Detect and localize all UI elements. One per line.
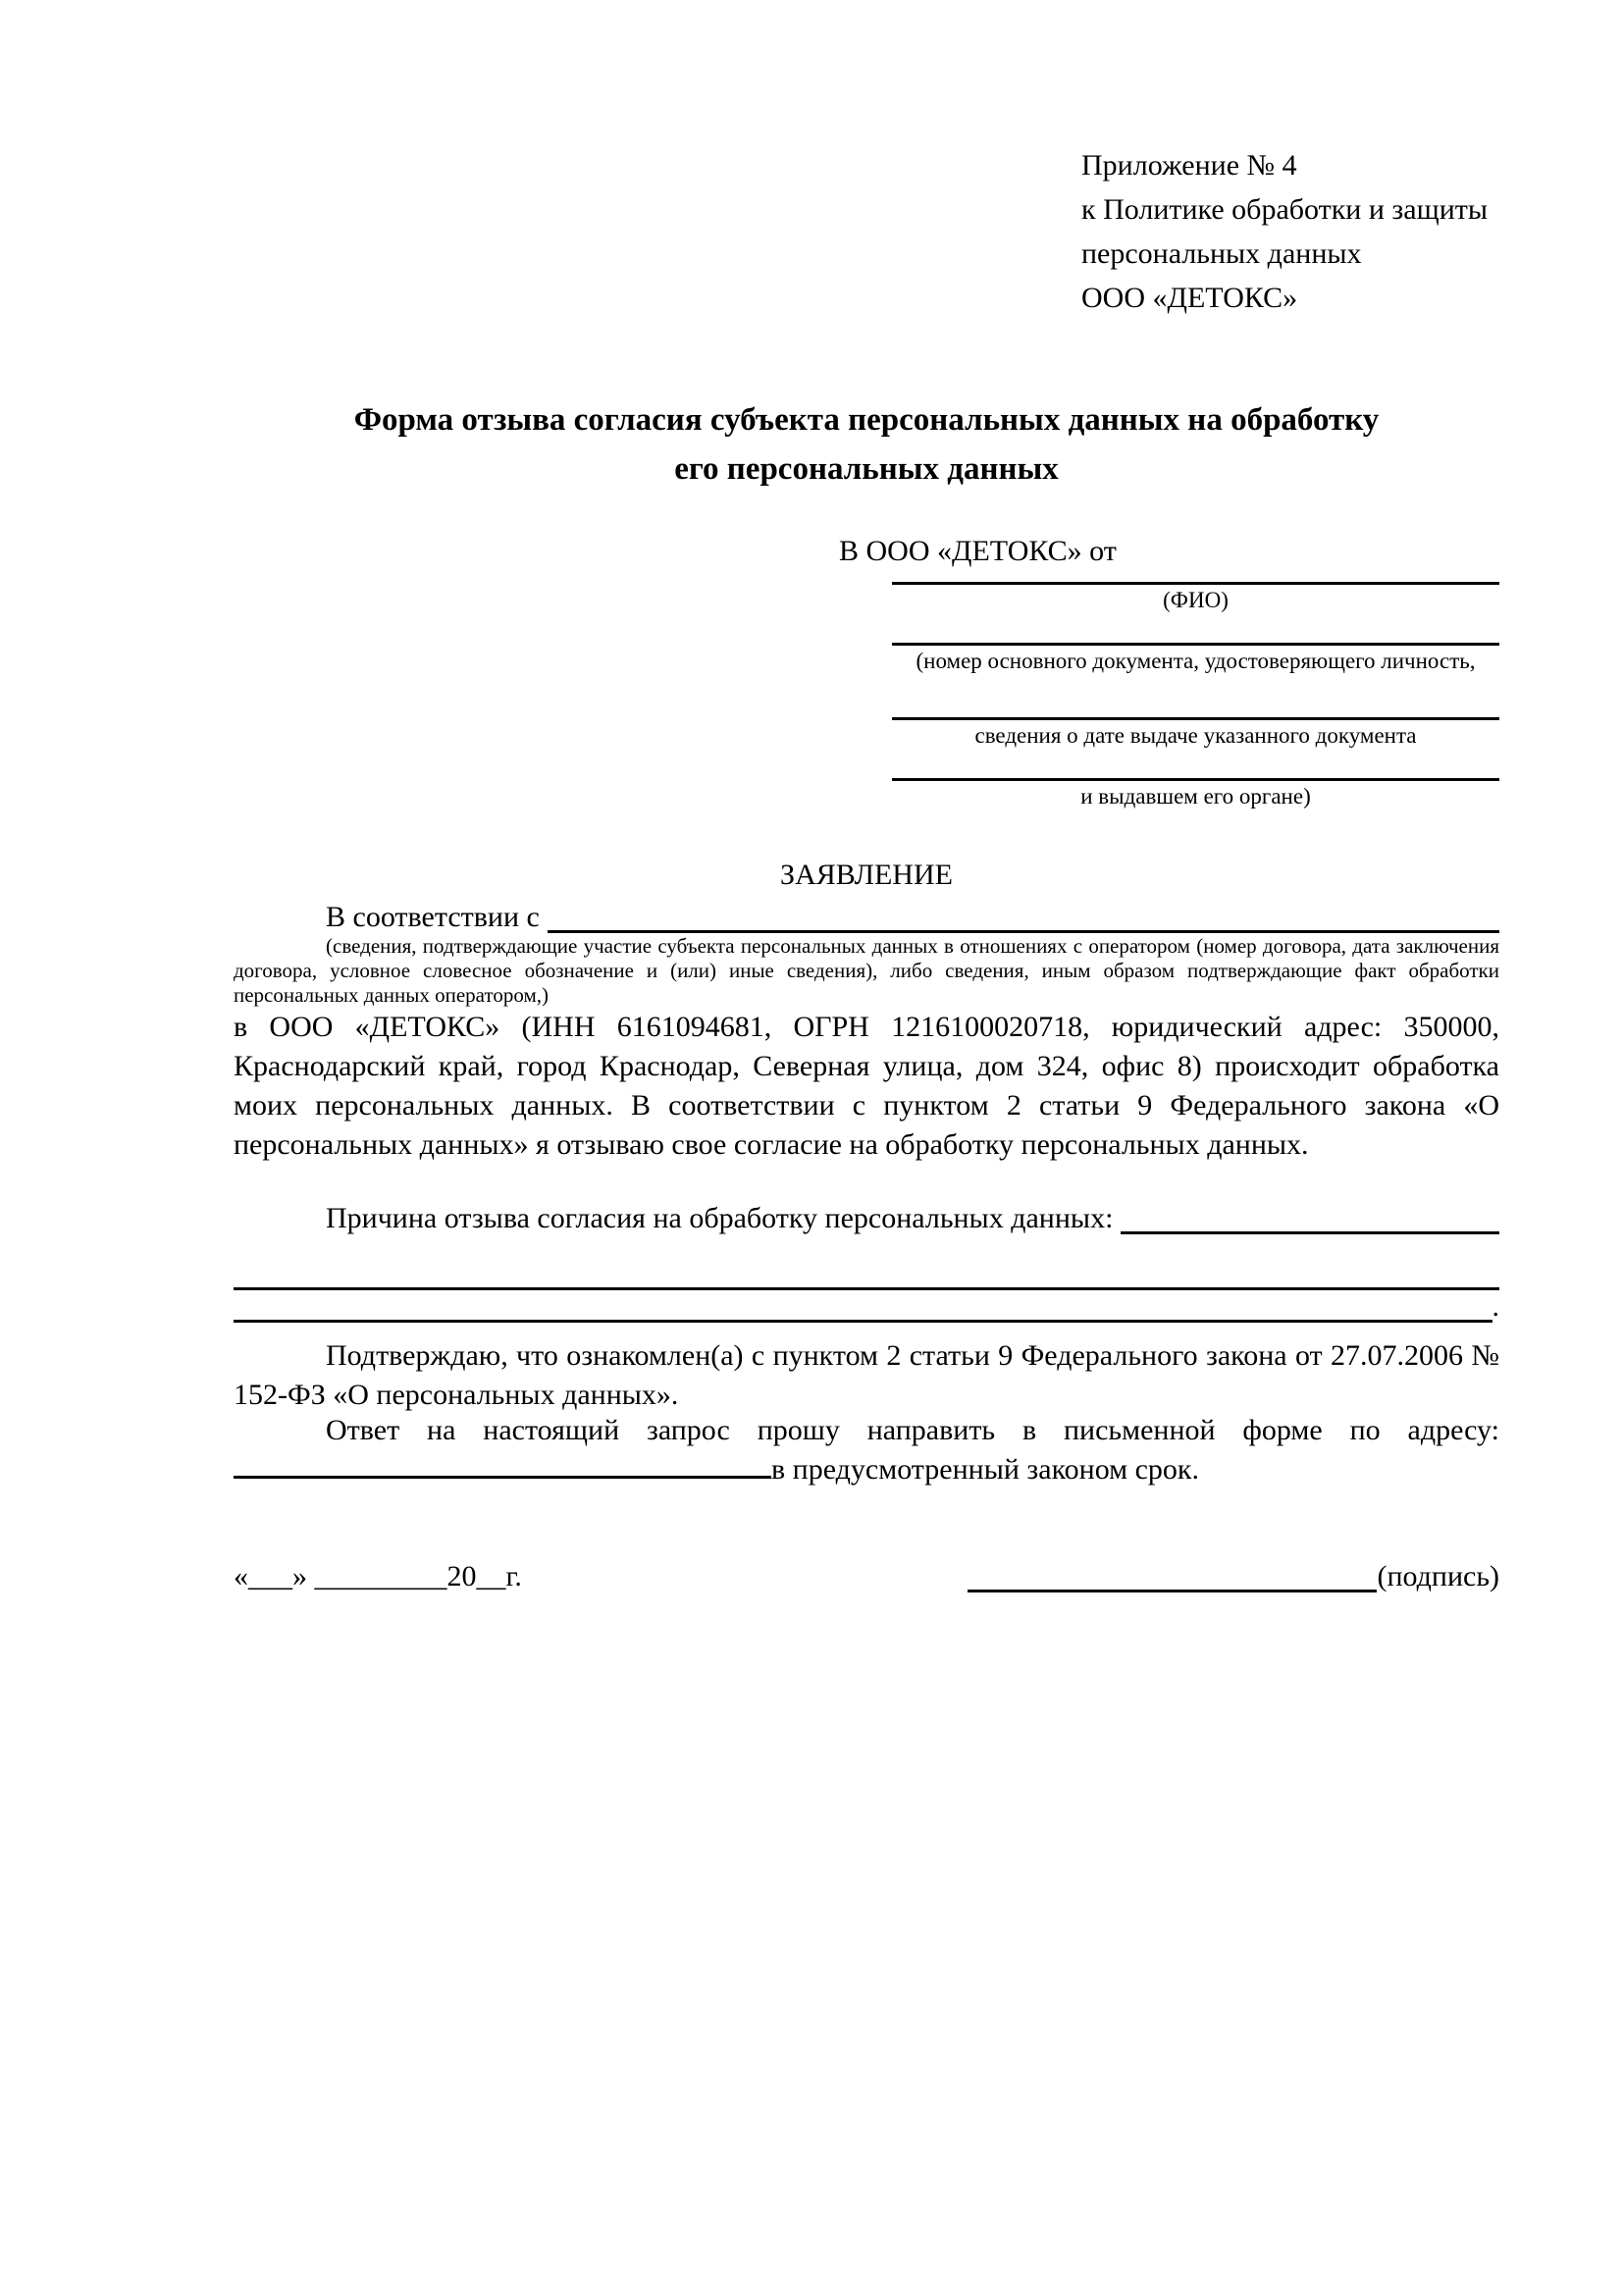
issuing-authority-caption: и выдавшем его органе) — [1080, 784, 1311, 809]
reason-blank-line — [1121, 1199, 1499, 1234]
reason-label: Причина отзыва согласия на обработку персональных данных: — [326, 1202, 1114, 1234]
appendix-header-line: ООО «ДЕТОКС» — [1081, 282, 1298, 314]
appendix-header — [1081, 143, 1543, 320]
document-title-line1: Форма отзыва согласия субъекта персональных данных на обработку — [353, 402, 1380, 438]
confirmation-paragraph: Подтверждаю, что ознакомлен(а) с пунктом 2 статьи 9 Федерального закона от 27.07.2006 № 152-ФЗ «О персональных данных». — [234, 1339, 1499, 1411]
basis-footnote: (сведения, подтверждающие участие субъекта персональных данных в отношениях с оператором (номер договора, дата заключения договора, условное словесное обозначение и (или) иные сведения), либо сведения, иным образом подтверждающие факт обработки персональных данных оператором,) — [234, 934, 1499, 1007]
signature-caption: (подпись) — [1377, 1560, 1499, 1592]
basis-blank-line — [548, 898, 1499, 933]
fio-caption: (ФИО) — [1163, 588, 1229, 612]
issue-date-blank-line — [892, 717, 1499, 720]
statement-heading: ЗАЯВЛЕНИЕ — [780, 859, 953, 891]
appendix-header-line: персональных данных — [1081, 237, 1362, 270]
reply-tail-text: в предусмотренный законом срок. — [771, 1453, 1199, 1486]
document-number-caption: (номер основного документа, удостоверяющего личность, — [916, 649, 1476, 673]
reply-paragraph — [234, 1411, 1499, 1489]
document-title — [234, 395, 1499, 494]
addressee-line: В ООО «ДЕТОКС» от — [839, 535, 1117, 567]
date-blank: «___» _________20__г. — [234, 1560, 522, 1592]
basis-label: В соответствии с — [326, 901, 540, 933]
reply-text: Ответ на настоящий запрос прошу направить в письменной форме по адресу: — [326, 1414, 1499, 1446]
fio-blank-line — [892, 582, 1499, 585]
reason-extra-blank-line-2 — [234, 1287, 1492, 1323]
footer-row — [234, 1557, 1499, 1596]
signature-blank-line — [968, 1557, 1377, 1592]
appendix-header-line: Приложение № 4 — [1081, 149, 1297, 182]
document-title-line2: его персональных данных — [674, 451, 1059, 487]
reply-address-blank-line — [234, 1474, 771, 1479]
blank-line-period: . — [1492, 1290, 1499, 1323]
document-number-blank-line — [892, 643, 1499, 646]
issuing-authority-blank-line — [892, 778, 1499, 781]
issue-date-caption: сведения о дате выдаче указанного документа — [974, 723, 1417, 748]
reason-extra-blank-row-2 — [234, 1287, 1499, 1327]
body-paragraph: в ООО «ДЕТОКС» (ИНН 6161094681, ОГРН 1216100020718, юридический адрес: 350000, Краснодарский край, город Краснодар, Северная улица, дом 324, офис 8) происходит обработка моих персональных данных. В соответствии с пунктом 2 статьи 9 Федерального закона «О персональных данных» я отзываю свое согласие на обработку персональных данных. — [234, 1011, 1499, 1161]
appendix-header-line: к Политике обработки и защиты — [1081, 193, 1489, 226]
reason-row — [234, 1199, 1499, 1238]
basis-row — [234, 898, 1499, 937]
